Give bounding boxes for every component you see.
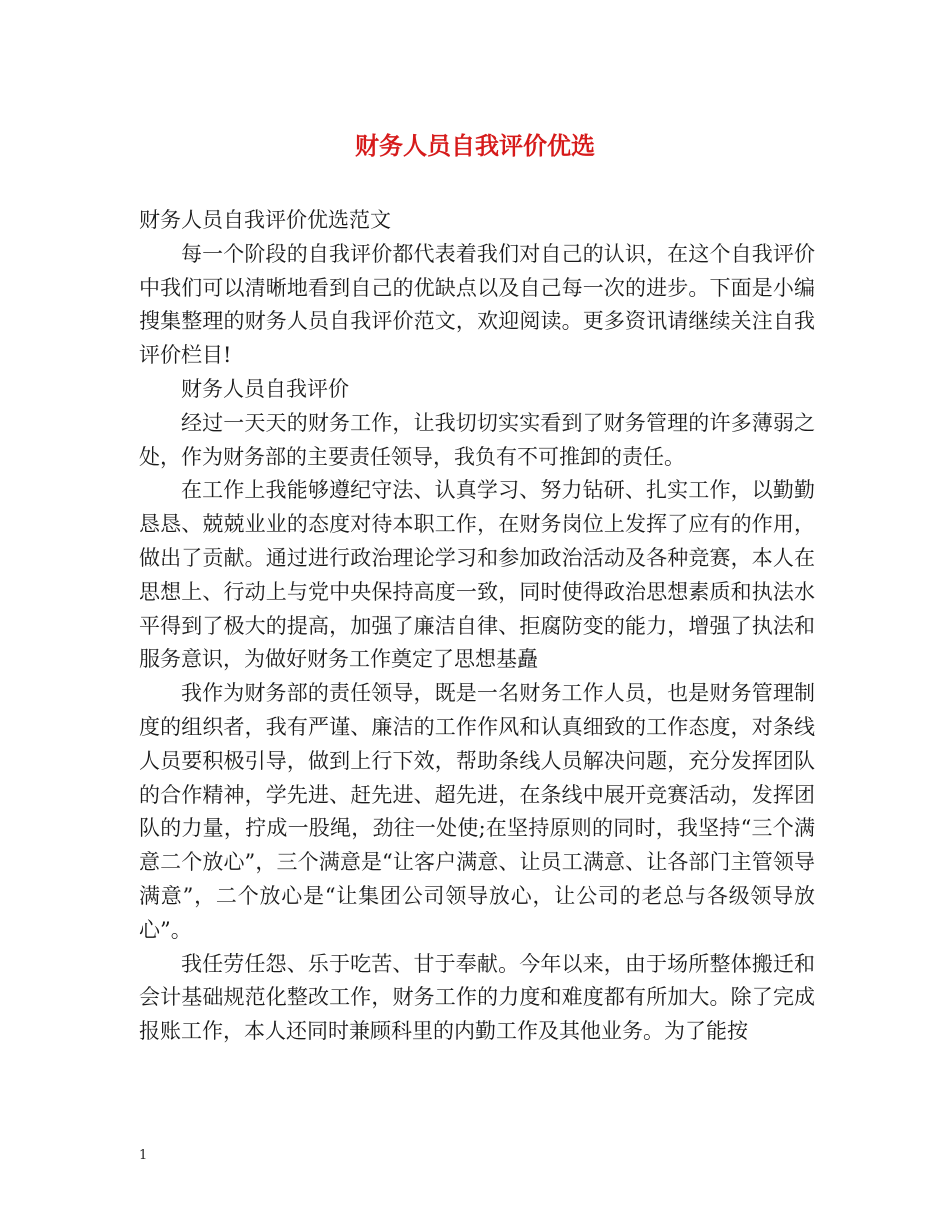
page-number: 1 [139, 1148, 148, 1163]
section-heading: 财务人员自我评价 [181, 376, 349, 401]
document-title: 财务人员自我评价优选 [355, 131, 595, 160]
document-body [139, 204, 815, 1049]
paragraph: 在工作上我能够遵纪守法、认真学习、努力钻研、扎实工作，以勤勤恳恳、兢兢业业的态度对待本职工作，在财务岗位上发挥了应有的作用，做出了贡献。通过进行政治理论学习和参加政治活动及各种竞赛，本人在思想上、行动上与党中央保持高度一致，同时使得政治思想素质和执法水平得到了极大的提高，加强了廉洁自律、拒腐防变的能力，增强了执法和服务意识，为做好财务工作奠定了思想基矗 [139, 478, 815, 672]
paragraph: 每一个阶段的自我评价都代表着我们对自己的认识，在这个自我评价中我们可以清晰地看到自己的优缺点以及自己每一次的进步。下面是小编搜集整理的财务人员自我评价范文，欢迎阅读。更多资讯请继续关注自我评价栏目! [139, 241, 815, 368]
paragraph: 经过一天天的财务工作，让我切切实实看到了财务管理的许多薄弱之处，作为财务部的主要责任领导，我负有不可推卸的责任。 [139, 410, 815, 469]
paragraph: 财务人员自我评价优选范文 [139, 208, 391, 232]
paragraph: 我任劳任怨、乐于吃苦、甘于奉献。今年以来，由于场所整体搬迁和会计基础规范化整改工作，财务工作的力度和难度都有所加大。除了完成报账工作，本人还同时兼顾科里的内勤工作及其他业务。为了能按 [139, 951, 815, 1044]
paragraph: 我作为财务部的责任领导，既是一名财务工作人员，也是财务管理制度的组织者，我有严谨、廉洁的工作作风和认真细致的工作态度，对条线人员要积极引导，做到上行下效，帮助条线人员解决问题，充分发挥团队的合作精神，学先进、赶先进、超先进，在条线中展开竞赛活动，发挥团队的力量，拧成一股绳，劲往一处使;在坚持原则的同时，我坚持“三个满意二个放心”，三个满意是“让客户满意、让员工满意、让各部门主管领导满意”，二个放心是“让集团公司领导放心，让公司的老总与各级领导放心”。 [139, 681, 815, 942]
